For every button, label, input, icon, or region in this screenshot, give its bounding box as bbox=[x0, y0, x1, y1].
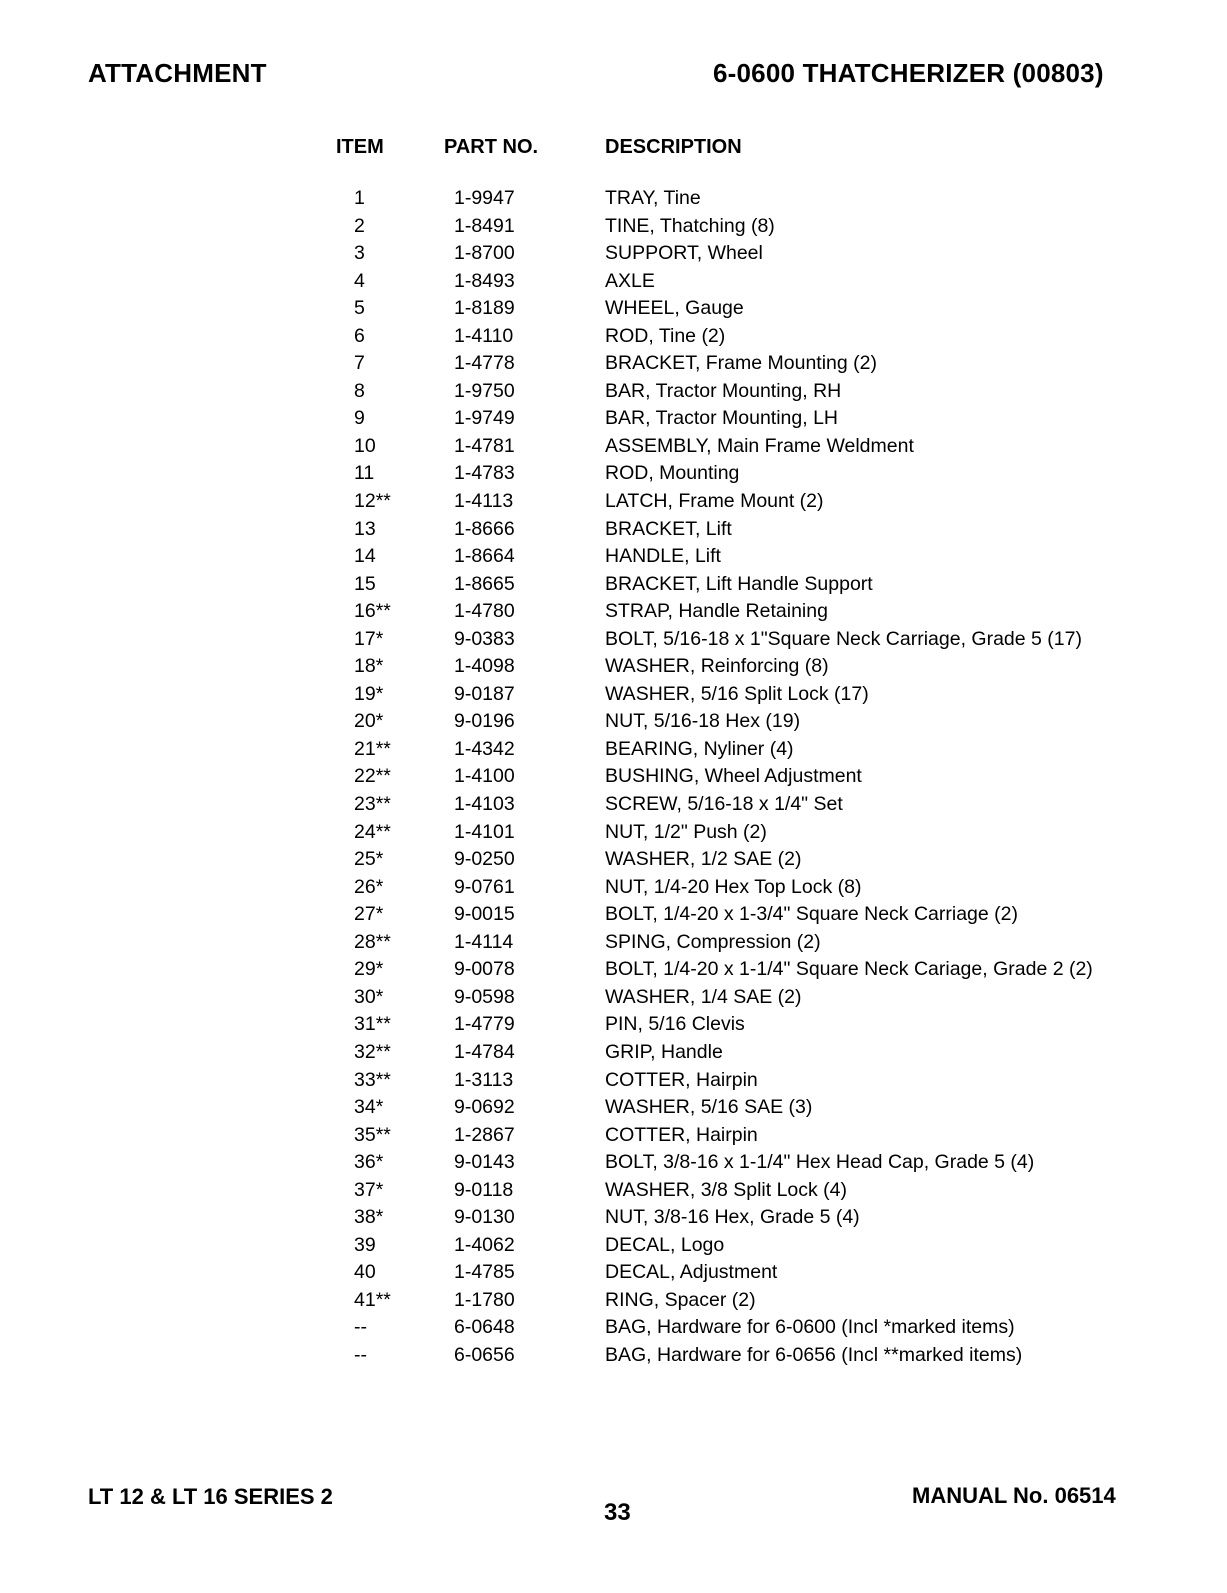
row-description: PIN, 5/16 Clevis bbox=[605, 1013, 745, 1036]
row-part-number: 1-4114 bbox=[454, 930, 514, 953]
row-item-number: 31** bbox=[354, 1013, 391, 1036]
row-item-number: 30* bbox=[354, 985, 384, 1008]
row-item-number: 11 bbox=[354, 462, 375, 485]
table-row bbox=[0, 1342, 1227, 1370]
row-part-number: 1-8664 bbox=[454, 545, 515, 568]
row-part-number: 9-0143 bbox=[454, 1151, 515, 1174]
table-row bbox=[0, 874, 1227, 902]
row-description: WASHER, 3/8 Split Lock (4) bbox=[605, 1178, 848, 1201]
row-description: WHEEL, Gauge bbox=[605, 297, 744, 320]
row-part-number: 9-0692 bbox=[454, 1096, 515, 1119]
row-part-number: 1-8700 bbox=[454, 242, 515, 265]
row-description: BAR, Tractor Mounting, RH bbox=[605, 379, 842, 402]
row-part-number: 1-4100 bbox=[454, 765, 515, 788]
row-description: STRAP, Handle Retaining bbox=[605, 600, 828, 623]
row-item-number: -- bbox=[354, 1343, 367, 1366]
page-number: 33 bbox=[604, 1499, 631, 1526]
row-part-number: 9-0118 bbox=[454, 1178, 514, 1201]
row-description: ROD, Mounting bbox=[605, 462, 740, 485]
row-part-number: 9-0187 bbox=[454, 682, 515, 705]
row-description: NUT, 5/16-18 Hex (19) bbox=[605, 710, 801, 733]
table-row bbox=[0, 543, 1227, 571]
row-part-number: 1-4062 bbox=[454, 1233, 515, 1256]
table-row bbox=[0, 1232, 1227, 1260]
table-row bbox=[0, 1011, 1227, 1039]
row-part-number: 1-9947 bbox=[454, 187, 515, 209]
table-row bbox=[0, 1039, 1227, 1067]
row-part-number: 1-9749 bbox=[454, 407, 515, 430]
row-part-number: 9-0078 bbox=[454, 958, 515, 981]
table-row bbox=[0, 626, 1227, 654]
row-part-number: 1-4784 bbox=[454, 1040, 515, 1063]
row-item-number: 38* bbox=[354, 1206, 384, 1229]
table-row bbox=[0, 1204, 1227, 1232]
row-description: SPING, Compression (2) bbox=[605, 930, 821, 953]
row-part-number: 1-8493 bbox=[454, 269, 515, 292]
row-item-number: 15 bbox=[354, 572, 376, 595]
table-row bbox=[0, 791, 1227, 819]
row-item-number: -- bbox=[354, 1316, 367, 1339]
row-description: TINE, Thatching (8) bbox=[605, 214, 775, 237]
table-row bbox=[0, 213, 1227, 241]
row-description: SCREW, 5/16-18 x 1/4" Set bbox=[605, 793, 843, 816]
row-item-number: 25* bbox=[354, 848, 384, 871]
table-row bbox=[0, 1287, 1227, 1315]
row-description: BRACKET, Frame Mounting (2) bbox=[605, 352, 878, 375]
row-item-number: 17* bbox=[354, 627, 384, 650]
row-part-number: 6-0648 bbox=[454, 1316, 515, 1339]
table-row bbox=[0, 1067, 1227, 1095]
row-part-number: 9-0250 bbox=[454, 848, 515, 871]
row-description: DECAL, Adjustment bbox=[605, 1261, 778, 1284]
row-item-number: 39 bbox=[354, 1233, 376, 1256]
table-row bbox=[0, 956, 1227, 984]
row-item-number: 20* bbox=[354, 710, 384, 733]
row-description: WASHER, 1/2 SAE (2) bbox=[605, 848, 802, 871]
table-row bbox=[0, 763, 1227, 791]
row-part-number: 1-4342 bbox=[454, 737, 515, 760]
row-item-number: 16** bbox=[354, 600, 391, 623]
row-part-number: 9-0383 bbox=[454, 627, 515, 650]
row-item-number: 40 bbox=[354, 1261, 376, 1284]
row-item-number: 33** bbox=[354, 1068, 391, 1091]
row-part-number: 1-4110 bbox=[454, 324, 514, 347]
row-item-number: 12** bbox=[354, 490, 391, 513]
row-item-number: 2 bbox=[354, 214, 365, 237]
column-header-description: DESCRIPTION bbox=[605, 136, 742, 158]
row-item-number: 3 bbox=[354, 242, 365, 265]
footer-model: LT 12 & LT 16 SERIES 2 bbox=[88, 1484, 333, 1509]
table-row bbox=[0, 681, 1227, 709]
row-description: ASSEMBLY, Main Frame Weldment bbox=[605, 434, 914, 457]
row-description: BAR, Tractor Mounting, LH bbox=[605, 407, 839, 430]
row-part-number: 1-4780 bbox=[454, 600, 515, 623]
row-item-number: 32** bbox=[354, 1040, 391, 1063]
row-description: BUSHING, Wheel Adjustment bbox=[605, 765, 862, 788]
row-description: WASHER, Reinforcing (8) bbox=[605, 655, 829, 678]
row-part-number: 9-0598 bbox=[454, 985, 515, 1008]
table-row bbox=[0, 819, 1227, 847]
table-row bbox=[0, 488, 1227, 516]
table-row bbox=[0, 516, 1227, 544]
table-row bbox=[0, 295, 1227, 323]
row-item-number: 10 bbox=[354, 434, 376, 457]
table-row bbox=[0, 736, 1227, 764]
row-description: WASHER, 5/16 Split Lock (17) bbox=[605, 682, 869, 705]
row-description: BRACKET, Lift bbox=[605, 517, 732, 540]
row-item-number: 13 bbox=[354, 517, 376, 540]
row-item-number: 14 bbox=[354, 545, 376, 568]
table-row bbox=[0, 929, 1227, 957]
row-description: BEARING, Nyliner (4) bbox=[605, 737, 794, 760]
table-row bbox=[0, 1314, 1227, 1342]
row-item-number: 19* bbox=[354, 682, 384, 705]
page-title: 6-0600 THATCHERIZER (00803) bbox=[713, 58, 1104, 88]
table-row bbox=[0, 984, 1227, 1012]
row-part-number: 1-8491 bbox=[454, 214, 515, 237]
row-part-number: 1-1780 bbox=[454, 1288, 515, 1311]
row-part-number: 1-4778 bbox=[454, 352, 515, 375]
footer-manual-number: MANUAL No. 06514 bbox=[912, 1483, 1116, 1508]
table-row bbox=[0, 571, 1227, 599]
table-row bbox=[0, 1122, 1227, 1150]
row-description: LATCH, Frame Mount (2) bbox=[605, 490, 824, 513]
row-description: BAG, Hardware for 6-0656 (Incl **marked items) bbox=[605, 1343, 1023, 1366]
table-row bbox=[0, 1149, 1227, 1177]
row-item-number: 7 bbox=[354, 352, 365, 375]
row-item-number: 41** bbox=[354, 1288, 391, 1311]
row-item-number: 23** bbox=[354, 793, 391, 816]
row-part-number: 1-4781 bbox=[454, 434, 515, 457]
row-description: RING, Spacer (2) bbox=[605, 1288, 756, 1311]
row-description: BOLT, 3/8-16 x 1-1/4" Hex Head Cap, Grade 5 (4) bbox=[605, 1151, 1035, 1174]
section-title: ATTACHMENT bbox=[88, 58, 267, 88]
table-row bbox=[0, 185, 1227, 213]
row-part-number: 1-4113 bbox=[454, 490, 514, 513]
table-row bbox=[0, 268, 1227, 296]
row-item-number: 37* bbox=[354, 1178, 384, 1201]
row-part-number: 1-4785 bbox=[454, 1261, 515, 1284]
row-part-number: 1-3113 bbox=[454, 1068, 514, 1091]
row-part-number: 1-4103 bbox=[454, 793, 515, 816]
table-row bbox=[0, 1094, 1227, 1122]
row-item-number: 24** bbox=[354, 820, 391, 843]
row-description: GRIP, Handle bbox=[605, 1040, 723, 1063]
row-description: BOLT, 1/4-20 x 1-1/4" Square Neck Cariage, Grade 2 (2) bbox=[605, 958, 1093, 981]
table-row bbox=[0, 708, 1227, 736]
row-part-number: 1-9750 bbox=[454, 379, 515, 402]
row-item-number: 26* bbox=[354, 875, 384, 898]
row-item-number: 18* bbox=[354, 655, 384, 678]
column-header-part-no: PART NO. bbox=[444, 136, 539, 158]
row-description: WASHER, 1/4 SAE (2) bbox=[605, 985, 802, 1008]
row-part-number: 1-8189 bbox=[454, 297, 515, 320]
row-item-number: 36* bbox=[354, 1151, 384, 1174]
row-description: BRACKET, Lift Handle Support bbox=[605, 572, 873, 595]
row-part-number: 6-0656 bbox=[454, 1343, 515, 1366]
row-item-number: 22** bbox=[354, 765, 391, 788]
table-row bbox=[0, 598, 1227, 626]
table-row bbox=[0, 653, 1227, 681]
table-row bbox=[0, 350, 1227, 378]
row-item-number: 21** bbox=[354, 737, 391, 760]
row-part-number: 1-8666 bbox=[454, 517, 515, 540]
row-item-number: 9 bbox=[354, 407, 365, 430]
row-item-number: 6 bbox=[354, 324, 365, 347]
row-item-number: 8 bbox=[354, 379, 365, 402]
row-item-number: 5 bbox=[354, 297, 365, 320]
table-row bbox=[0, 846, 1227, 874]
row-description: SUPPORT, Wheel bbox=[605, 242, 763, 265]
row-item-number: 29* bbox=[354, 958, 384, 981]
row-item-number: 34* bbox=[354, 1096, 384, 1119]
row-description: ROD, Tine (2) bbox=[605, 324, 726, 347]
table-row bbox=[0, 405, 1227, 433]
row-item-number: 28** bbox=[354, 930, 391, 953]
row-description: HANDLE, Lift bbox=[605, 545, 721, 568]
table-row bbox=[0, 1177, 1227, 1205]
row-description: COTTER, Hairpin bbox=[605, 1123, 758, 1146]
row-description: NUT, 1/4-20 Hex Top Lock (8) bbox=[605, 875, 862, 898]
row-item-number: 4 bbox=[354, 269, 365, 292]
row-description: NUT, 3/8-16 Hex, Grade 5 (4) bbox=[605, 1206, 860, 1229]
row-description: BOLT, 1/4-20 x 1-3/4" Square Neck Carriage (2) bbox=[605, 903, 1018, 926]
row-part-number: 1-8665 bbox=[454, 572, 515, 595]
row-description: BOLT, 5/16-18 x 1"Square Neck Carriage, Grade 5 (17) bbox=[605, 627, 1082, 650]
row-part-number: 9-0015 bbox=[454, 903, 515, 926]
table-row bbox=[0, 1259, 1227, 1287]
table-row bbox=[0, 433, 1227, 461]
row-description: BAG, Hardware for 6-0600 (Incl *marked items) bbox=[605, 1316, 1015, 1339]
row-part-number: 1-4101 bbox=[454, 820, 515, 843]
row-part-number: 1-4783 bbox=[454, 462, 515, 485]
row-item-number: 1 bbox=[354, 187, 365, 209]
row-part-number: 1-2867 bbox=[454, 1123, 515, 1146]
row-description: TRAY, Tine bbox=[605, 187, 701, 209]
row-part-number: 1-4779 bbox=[454, 1013, 515, 1036]
row-description: AXLE bbox=[605, 269, 655, 292]
row-description: WASHER, 5/16 SAE (3) bbox=[605, 1096, 813, 1119]
row-description: COTTER, Hairpin bbox=[605, 1068, 758, 1091]
row-item-number: 27* bbox=[354, 903, 384, 926]
table-row bbox=[0, 378, 1227, 406]
column-header-item: ITEM bbox=[336, 136, 384, 158]
row-part-number: 9-0130 bbox=[454, 1206, 515, 1229]
row-item-number: 35** bbox=[354, 1123, 391, 1146]
row-part-number: 9-0761 bbox=[454, 875, 515, 898]
table-row bbox=[0, 460, 1227, 488]
row-part-number: 9-0196 bbox=[454, 710, 515, 733]
table-row bbox=[0, 323, 1227, 351]
table-row bbox=[0, 240, 1227, 268]
parts-list bbox=[0, 185, 1227, 1370]
row-part-number: 1-4098 bbox=[454, 655, 515, 678]
row-description: DECAL, Logo bbox=[605, 1233, 725, 1256]
row-description: NUT, 1/2" Push (2) bbox=[605, 820, 767, 843]
table-row bbox=[0, 901, 1227, 929]
